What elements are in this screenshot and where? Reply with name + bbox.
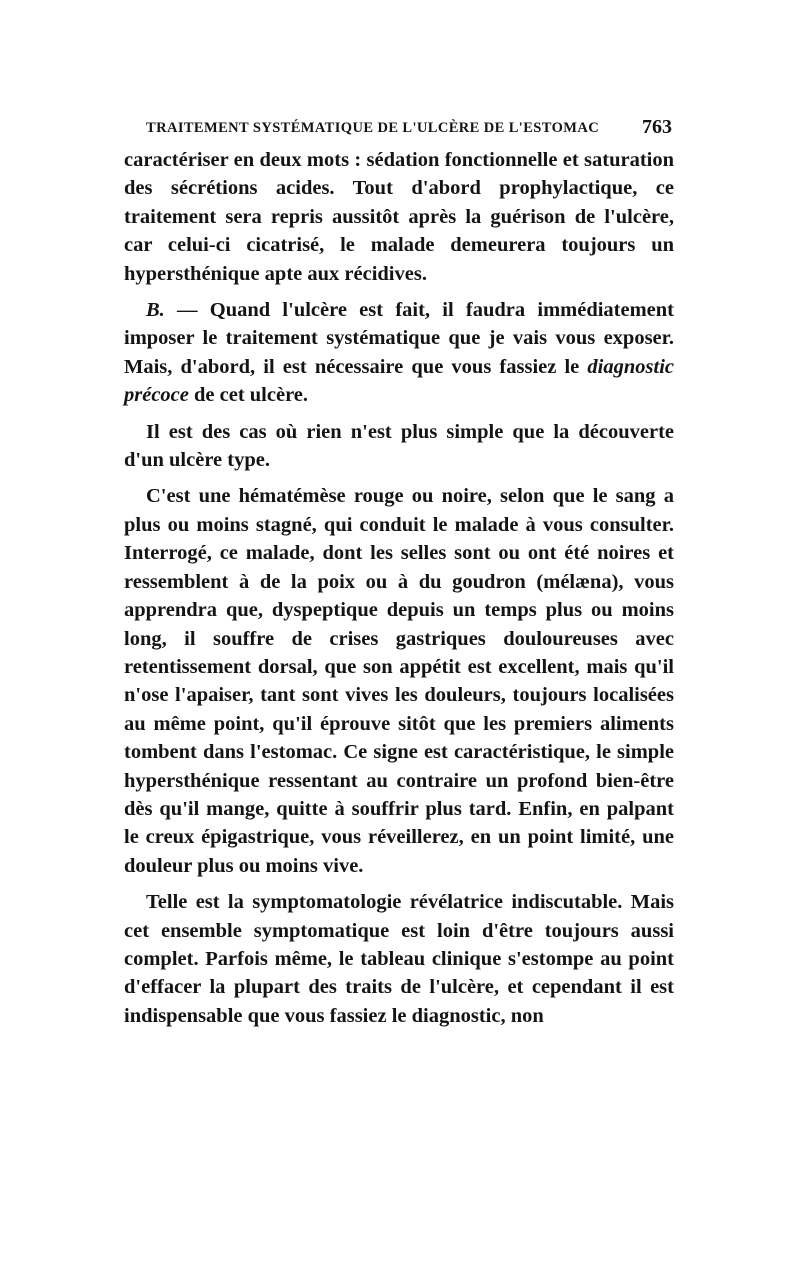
body-text (124, 146, 674, 1030)
paragraph-text: C'est une hématémèse rouge ou noire, selon que le sang a plus ou moins stagné, qui conduit le malade à vous consulter. Interrogé, ce malade, dont les selles sont ou ont été noires et ressemblent à de la poix ou à du goudron (mélæna), vous apprendra que, dyspeptique depuis un temps plus ou moins long, il souffre de crises gastriques douloureuses avec retentissement dorsal, que son appétit est excellent, mais qu'il n'ose l'apaiser, tant sont vives les douleurs, toujours localisées au même point, qu'il éprouve sitôt que les premiers aliments tombent dans l'estomac. Ce signe est caractéristique, le simple hypersthénique ressentant au contraire un profond bien-être dès qu'il mange, quitte à souffrir plus tard. Enfin, en palpant le creux épigastrique, vous réveillerez, en un point limité, une douleur plus ou moins vive. (124, 485, 674, 877)
paragraph-text: de cet ulcère. (188, 384, 309, 407)
page-number: 763 (642, 116, 672, 138)
paragraph (124, 888, 674, 1030)
paragraph-text: Telle est la symptomatologie révélatrice indiscutable. Mais cet ensemble symptomatique est loin d'être toujours aussi complet. Parfois même, le tableau clinique s'estompe au point d'effacer la plupart des traits de l'ulcère, et cependant il est indispensable que vous fassiez le diagnostic, non (124, 891, 674, 1027)
paragraph-text: Il est des cas où rien n'est plus simple que la découverte d'un ulcère type. (124, 420, 674, 472)
paragraph-continuation (124, 146, 674, 288)
book-page (124, 118, 674, 1030)
section-label: B. (146, 299, 165, 322)
paragraph (124, 482, 674, 880)
running-title: TRAITEMENT SYSTÉMATIQUE DE L'ULCÈRE DE L'ESTOMAC (146, 120, 600, 136)
running-head (124, 118, 674, 146)
paragraph-text: — Quand l'ulcère est fait, il faudra immédiatement imposer le traitement systématique que je vais vous exposer. Mais, d'abord, il est nécessaire que vous fassiez le (124, 299, 674, 378)
italic-term: diagnostic précoce (124, 355, 674, 407)
paragraph-text: caractériser en deux mots : sédation fonctionnelle et saturation des sécrétions acides. Tout d'abord prophylactique, ce traitement sera repris aussitôt après la guérison de l'ulcère, car celui-ci cicatrisé, le malade demeurera toujours un hypersthénique apte aux récidives. (124, 149, 674, 285)
paragraph (124, 418, 674, 475)
paragraph-section-b (124, 296, 674, 410)
